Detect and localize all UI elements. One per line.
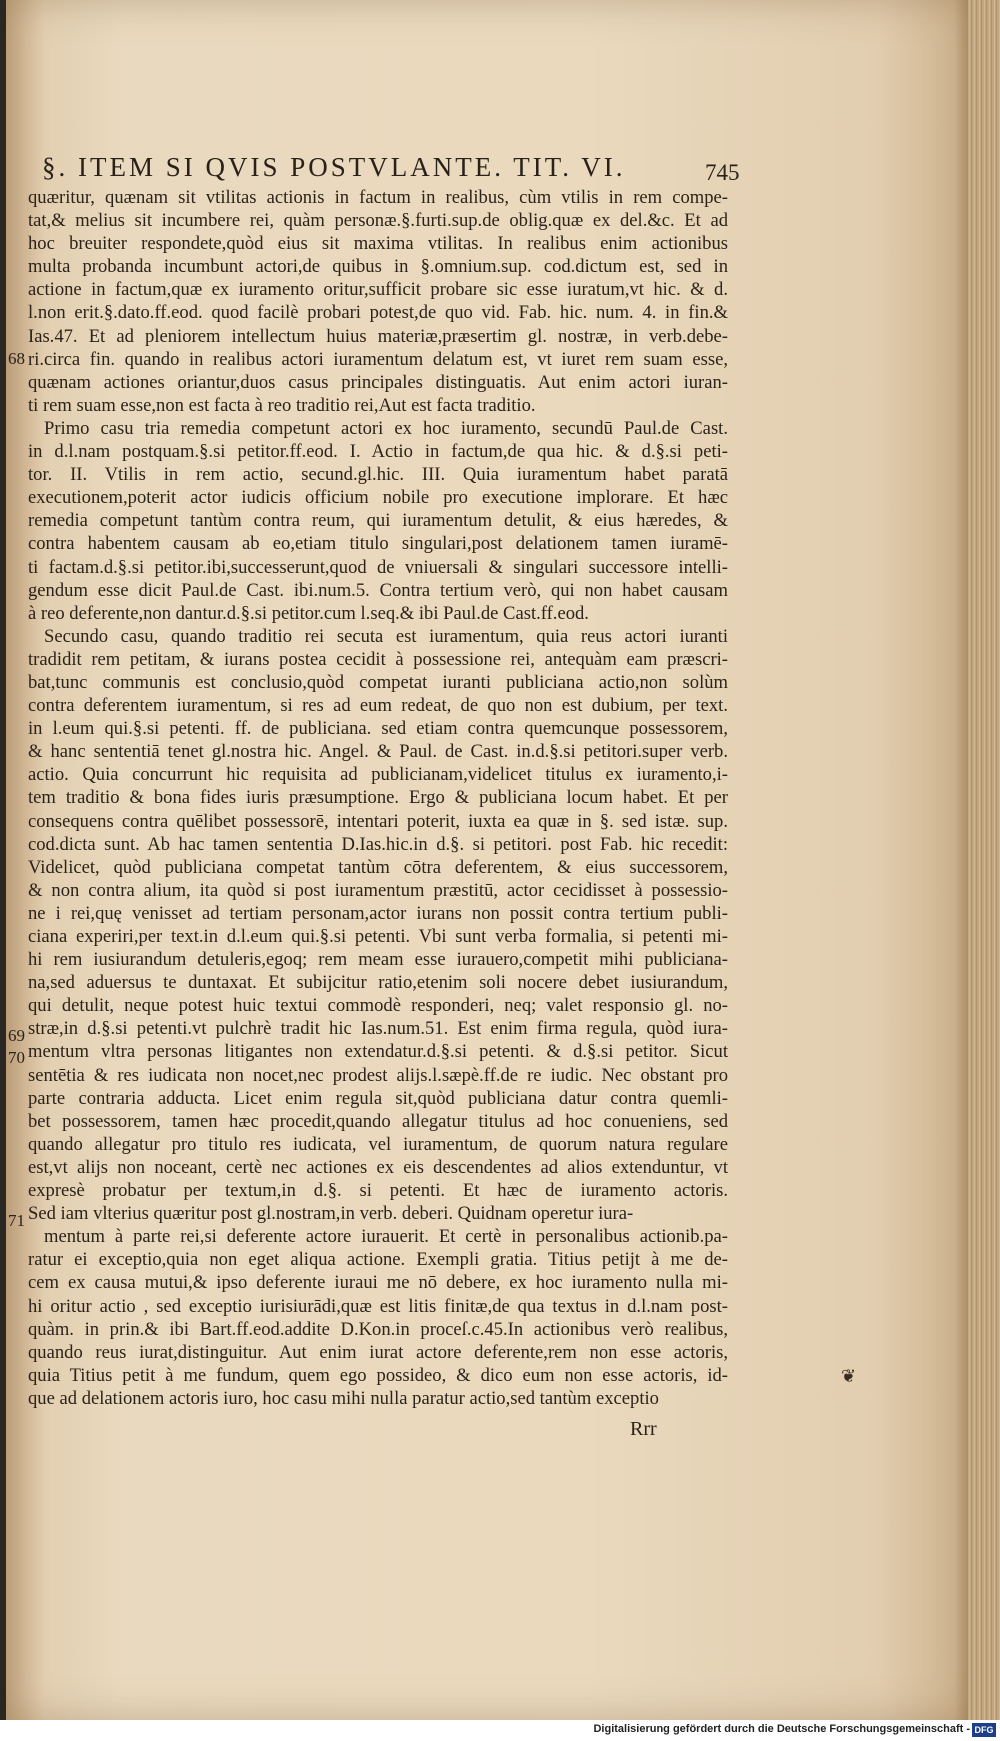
text-line: contra habentem causam ab eo,etiam titulo singulari,post delationem tamen iuramē- [28,533,728,555]
text-line: mentum à parte rei,si deferente actore iurauerit. Et certè in personalibus actionib.pa- [44,1226,728,1248]
marginal-number-68: 68 [8,349,25,368]
text-line: in l.eum qui.§.si petenti. ff. de publiciana. sed etiam contra quemcunque possessorem, [28,718,728,740]
text-line: cod.dicta sunt. Ab hac tamen sententia D.Ias.hic.in d.§. si petitori. post Fab. hic recedit: [28,833,728,855]
signature-mark: Rrr [630,1418,657,1440]
marginal-number-71: 71 [8,1211,25,1230]
text-line: expresè probatur per textum,in d.§. si petenti. Et hæc de iuramento actoris. [28,1180,728,1202]
text-line: tor. II. Vtilis in rem actio, secund.gl.hic. III. Quia iuramentum habet paratā [28,464,728,486]
text-line: ti rem suam esse,non est facta à reo traditio rei,Aut est facta traditio. [28,394,536,416]
text-line: hi rem iusiurandum detuleris,egoq; rem meam esse iurauero,competit mihi publiciana- [28,949,728,971]
marginal-number-69: 69 [8,1026,25,1045]
text-line: à reo deferente,non dantur.d.§.si petitor.cum l.seq.& ibi Paul.de Cast.ff.eod. [28,602,589,624]
text-line: actione in factum,quæ ex iuramento oritur,sufficit probare sic esse iuratum,vt hic. & d. [28,279,728,301]
page-edges [968,0,1000,1720]
text-line: quæritur, quænam sit vtilitas actionis in factum in realibus, cùm vtilis in rem compe- [28,187,728,208]
text-line: & hanc sententiā tenet gl.nostra hic. Angel. & Paul. de Cast. in.d.§.si petitori.super verb. [28,741,728,763]
text-line: ciana experiri,per text.in d.l.eum qui.§.si petenti. Vbi sunt verba formalia, si petenti mi- [28,926,728,947]
text-line: l.non erit.§.dato.ff.eod. quod facilè probari potest,de quo vid. Fab. hic. num. 4. in fin.& [28,302,728,324]
text-line: tradidit rem petitam, & iurans postea cecidit à possessione rei, antequàm eam præscri- [28,648,728,670]
text-line: Videlicet, quòd publiciana competat tantùm cōtra deferentem, & eius successorem, [28,856,728,878]
dfg-logo: DFG [972,1723,996,1737]
text-line: parte contraria adducta. Licet enim regula sit,quòd publiciana datur contra quemli- [28,1087,728,1109]
text-line: sentētia & res iudicata non nocet,nec prodest alijs.l.sæpè.ff.de re iudic. Nec obstant pro [28,1064,728,1086]
text-line: ne i rei,quę venisset ad tertiam personam,actor iurans non possit contra tertium publi- [28,902,728,924]
text-line: est,vt alijs non noceant, certè nec actiones ex eis descendentes ad alios extenduntur, vt [28,1156,728,1178]
text-line: actio. Quia concurrunt hic requisita ad publicianam,videlicet titulus ex iuramento,i- [28,764,728,786]
text-line: consequens contra quēlibet possessorē, intentari poterit, iuxta ea quæ in §. sed istæ. sup. [28,810,728,832]
page-number: 745 [705,160,740,185]
text-line: multa probanda incumbunt actori,de quibus in §.omnium.sup. cod.dictum est, sed in [28,256,728,278]
text-line: Primo casu tria remedia competunt actori ex hoc iuramento, secundū Paul.de Cast. [44,417,728,439]
text-line: executionem,poterit actor iudicis officium nobile pro executione implorare. Et hæc [28,487,728,509]
text-line: Ias.47. Et ad pleniorem intellectum huius materiæ,præsertim gl. nostræ, in verb.debe- [28,325,728,347]
text-line: bet possessorem, tamen hæc procedit,quando allegatur titulus ad hoc conueniens, sed [28,1110,728,1132]
text-line: qui detulit, neque potest huic textui commodè responderi, neq; valet responsio gl. no- [28,995,728,1017]
text-line: ratur ei exceptio,quia non eget aliqua actione. Exempli gratia. Titius petijt à me de- [28,1249,728,1271]
text-line: ri.circa fin. quando in realibus actori iuramentum delatum est, vt iuret rem suam esse, [28,348,728,370]
text-line: remedia competunt tantùm contra reum, qui iuramentum detulit, & eius hæredes, & [28,510,728,532]
text-line: hoc breuiter respondete,quòd eius sit maxima vtilitas. In realibus enim actionibus [28,233,728,255]
text-line: quàm. in prin.& ibi Bart.ff.eod.addite D.Kon.in proceſ.c.45.In actionibus verò realibus, [28,1318,728,1340]
printer-ornament: ❦ [841,1366,857,1386]
text-line: na,sed aduersus te duntaxat. Et subijcitur ratio,etenim soli nocere debet iusiurandum, [28,972,728,994]
text-line: bat,tunc communis est conclusio,quòd competat iuranti publiciana actio,non solùm [28,671,728,693]
text-line: quænam actiones oriantur,duos casus principales distinguatis. Aut enim actori iuran- [28,371,728,393]
text-line: stræ,in d.§.si petenti.vt pulchrè tradit hic Ias.num.51. Est enim firma regula, quòd iura- [28,1018,728,1040]
text-line: ti factam.d.§.si petitor.ibi,successerunt,quod de vniuersali & singulari successore intelli- [28,556,728,578]
text-line: & non contra alium, ita quòd si post iuramentum præstitū, actor cecidisset à possessio- [28,879,728,901]
text-line: que ad delationem actoris iuro, hoc casu mihi nulla paratur actio,sed tantùm exceptio [28,1387,659,1409]
text-line: gendum esse dicit Paul.de Cast. ibi.num.5. Contra tertium verò, qui non habet causam [28,579,728,601]
text-line: hi oritur actio , sed exceptio iurisiurādi,quæ est litis finitæ,de qua textus in d.l.nam post- [28,1295,728,1317]
text-line: tem traditio & bona fides iuris præsumptione. Ergo & publiciana locum habet. Et per [28,787,728,809]
text-line: Sed iam vlterius quæritur post gl.nostram,in verb. deberi. Quidnam operetur iura- [28,1203,634,1225]
text-line: mentum vltra personas litigantes non extendatur.d.§.si petenti. & d.§.si petitor. Sicut [28,1041,728,1063]
text-line: quando reus iurat,distinguitur. Aut enim iurat actore deferente,rem non esse actoris, [28,1341,728,1363]
text-line: contra deferentem iuramentum, si res ad eum redeat, de quo non est dubium, per text. [28,695,728,717]
marginal-number-70: 70 [8,1048,25,1067]
running-title: §. ITEM SI QVIS POSTVLANTE. TIT. VI. [42,152,626,182]
text-line: quando allegatur pro titulo res iudicata, vel iuramentum, de quorum natura regulare [28,1133,728,1155]
body-text [28,186,728,1410]
text-line: cem ex causa mutui,& ipso deferente iuraui me nō debere, ex hoc iuramento nulla mi- [28,1272,728,1294]
text-line: quia Titius petit à me fundum, quem ego possideo, & dico eum non esse actoris, id- [28,1364,728,1386]
text-line: in d.l.nam postquam.§.si petitor.ff.eod. I. Actio in factum,de qua hic. & d.§.si peti- [28,441,728,463]
text-line: Secundo casu, quando traditio rei secuta est iuramentum, quia reus actori iuranti [44,625,728,647]
funding-credit: Digitalisierung gefördert durch die Deutsche Forschungsgemeinschaft - [593,1723,970,1735]
text-line: tat,& melius sit incumbere rei, quàm personæ.§.furti.sup.de oblig.quæ ex del.&c. Et ad [28,210,728,232]
